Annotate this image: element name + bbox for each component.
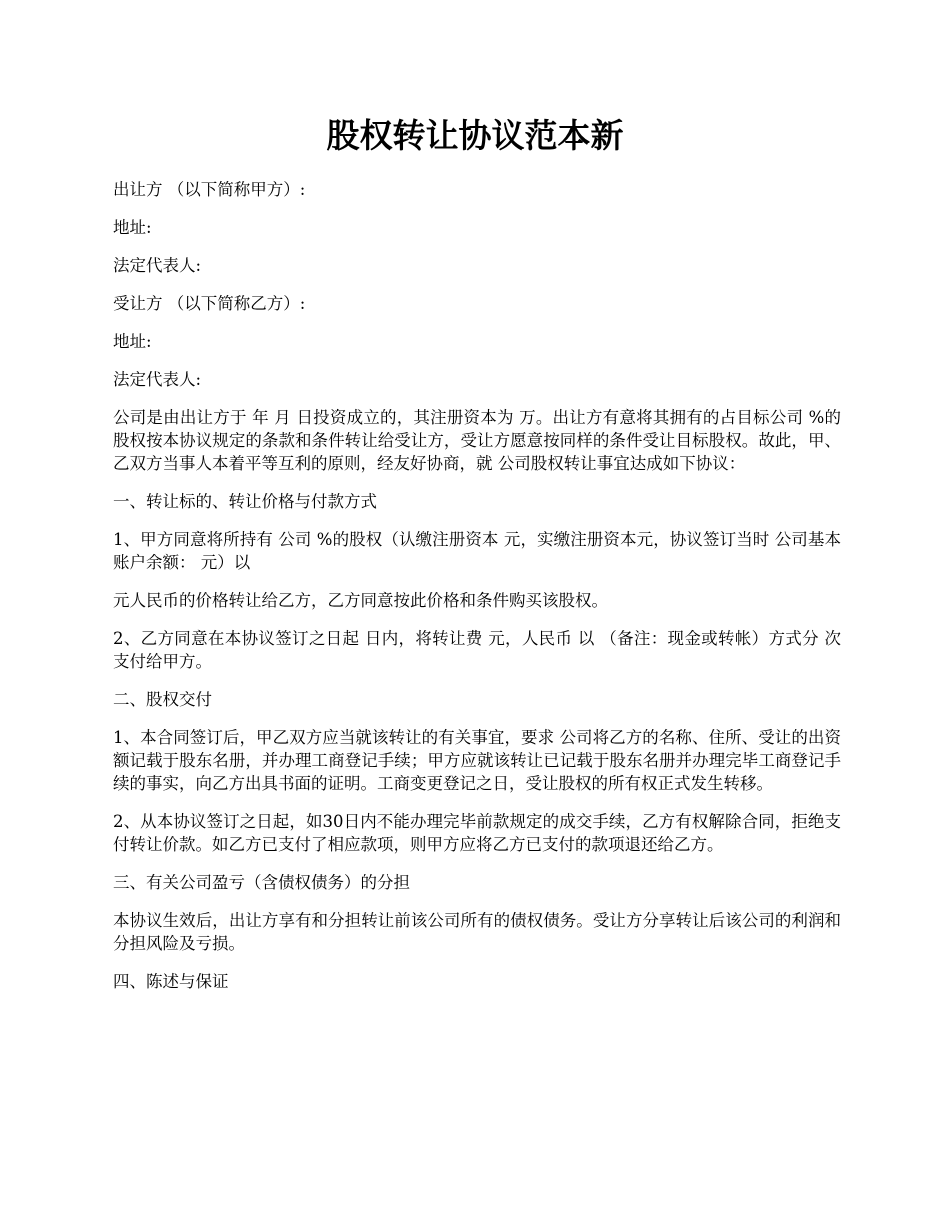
party-a-address: 地址: bbox=[113, 218, 152, 237]
document-body bbox=[113, 178, 841, 1008]
party-b-line: 受让方 （以下简称乙方）: bbox=[113, 294, 306, 313]
clause-paragraph: 2、乙方同意在本协议签订之日起 日内，将转让费 元，人民币 以 （备注：现金或转帐）方式分 次支付给甲方。 bbox=[113, 629, 841, 671]
party-b-address: 地址: bbox=[113, 332, 152, 351]
clause-paragraph: 元人民币的价格转让给乙方，乙方同意按此价格和条件购买该股权。 bbox=[113, 591, 608, 610]
clause-paragraph: 1、甲方同意将所持有 公司 %的股权（认缴注册资本 元，实缴注册资本元，协议签订当时 公司基本账户余额： 元）以 bbox=[113, 530, 841, 572]
party-a-representative: 法定代表人: bbox=[113, 256, 202, 275]
party-b-representative: 法定代表人: bbox=[113, 370, 202, 389]
party-a-line: 出让方 （以下简称甲方）: bbox=[113, 180, 306, 199]
clause-paragraph: 1、本合同签订后，甲乙双方应当就该转让的有关事宜，要求 公司将乙方的名称、住所、受让的出资额记载于股东名册，并办理工商登记手续；甲方应就该转让已记载于股东名册并办理完毕工商登记手续的事实，向乙方出具书面的证明。工商变更登记之日，受让股权的所有权正式发生转移。 bbox=[113, 728, 841, 793]
preamble-paragraph: 公司是由出让方于 年 月 日投资成立的，其注册资本为 万。出让方有意将其拥有的占目标公司 %的股权按本协议规定的条款和条件转让给受让方，受让方愿意按同样的条件受让目标股权。故此，甲、乙双方当事人本着平等互利的原则，经友好协商，就 公司股权转让事宜达成如下协议： bbox=[113, 408, 841, 473]
document-title: 股权转让协议范本新 bbox=[326, 116, 624, 155]
clause-paragraph: 本协议生效后，出让方享有和分担转让前该公司所有的债权债务。受让方分享转让后该公司的利润和分担风险及亏损。 bbox=[113, 911, 841, 953]
section-heading: 四、陈述与保证 bbox=[113, 972, 229, 991]
section-heading: 三、有关公司盈亏（含债权债务）的分担 bbox=[113, 873, 410, 892]
section-heading: 一、转让标的、转让价格与付款方式 bbox=[113, 492, 377, 511]
section-heading: 二、股权交付 bbox=[113, 690, 212, 709]
clause-paragraph: 2、从本协议签订之日起，如30日内不能办理完毕前款规定的成交手续，乙方有权解除合同，拒绝支付转让价款。如乙方已支付了相应款项，则甲方应将乙方已支付的款项退还给乙方。 bbox=[113, 812, 841, 854]
